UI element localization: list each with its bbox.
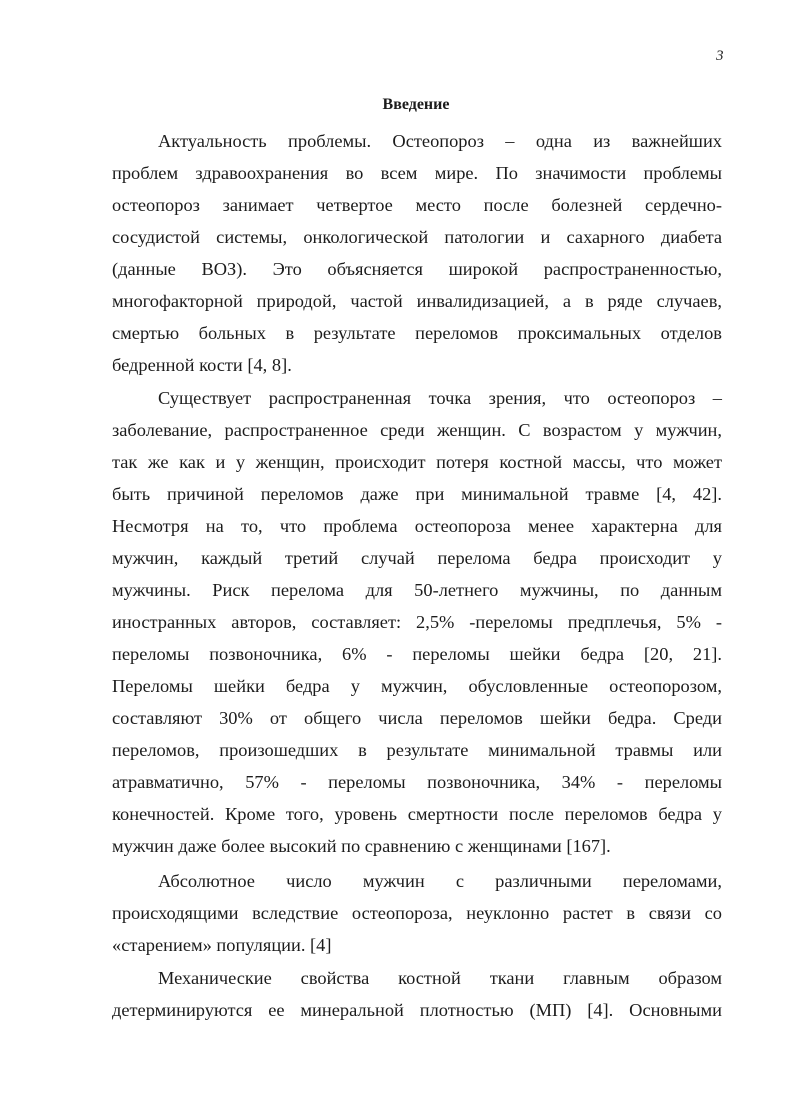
text-line: многофакторной природой, частой инвалидизацией, а в ряде случаев,	[112, 291, 722, 311]
text-line: быть причиной переломов даже при минимальной травме [4, 42].	[112, 484, 722, 504]
text-line: иностранных авторов, составляет: 2,5% -переломы предплечья, 5% -	[112, 612, 722, 632]
text-line: детерминируются ее минеральной плотностью (МП) [4]. Основными	[112, 1000, 722, 1020]
text-line: остеопороз занимает четвертое место после болезней сердечно-	[112, 195, 722, 215]
text-line: (данные ВОЗ). Это объясняется широкой распространенностью,	[112, 259, 722, 279]
text-line: так же как и у женщин, происходит потеря костной массы, что может	[112, 452, 722, 472]
page-number: 3	[716, 48, 724, 64]
text-line: мужчины. Риск перелома для 50-летнего мужчины, по данным	[112, 580, 722, 600]
text-line: переломы позвоночника, 6% - переломы шейки бедра [20, 21].	[112, 644, 722, 664]
section-heading: Введение	[382, 96, 450, 113]
text-line: заболевание, распространенное среди женщин. С возрастом у мужчин,	[112, 420, 722, 440]
text-line: Несмотря на то, что проблема остеопороза менее характерна для	[112, 516, 722, 536]
text-line: конечностей. Кроме того, уровень смертности после переломов бедра у	[112, 804, 722, 824]
text-line: происходящими вследствие остеопороза, неуклонно растет в связи со	[112, 903, 722, 923]
text-line: Механические свойства костной ткани главным образом	[158, 968, 722, 988]
text-line: атравматично, 57% - переломы позвоночника, 34% - переломы	[112, 772, 722, 792]
text-line: проблем здравоохранения во всем мире. По значимости проблемы	[112, 163, 722, 183]
text-line: составляют 30% от общего числа переломов шейки бедра. Среди	[112, 708, 722, 728]
text-line: мужчин даже более высокий по сравнению с женщинами [167].	[112, 836, 611, 856]
text-line: Актуальность проблемы. Остеопороз – одна из важнейших	[158, 131, 722, 151]
text-line: сосудистой системы, онкологической патологии и сахарного диабета	[112, 227, 722, 247]
text-line: Существует распространенная точка зрения, что остеопороз –	[158, 388, 722, 408]
text-line: смертью больных в результате переломов проксимальных отделов	[112, 323, 722, 343]
text-line: мужчин, каждый третий случай перелома бедра происходит у	[112, 548, 722, 568]
text-line: Переломы шейки бедра у мужчин, обусловленные остеопорозом,	[112, 676, 722, 696]
text-line: бедренной кости [4, 8].	[112, 355, 292, 375]
text-line: Абсолютное число мужчин с различными переломами,	[158, 871, 722, 891]
text-line: переломов, произошедших в результате минимальной травмы или	[112, 740, 722, 760]
text-line: «старением» популяции. [4]	[112, 935, 332, 955]
